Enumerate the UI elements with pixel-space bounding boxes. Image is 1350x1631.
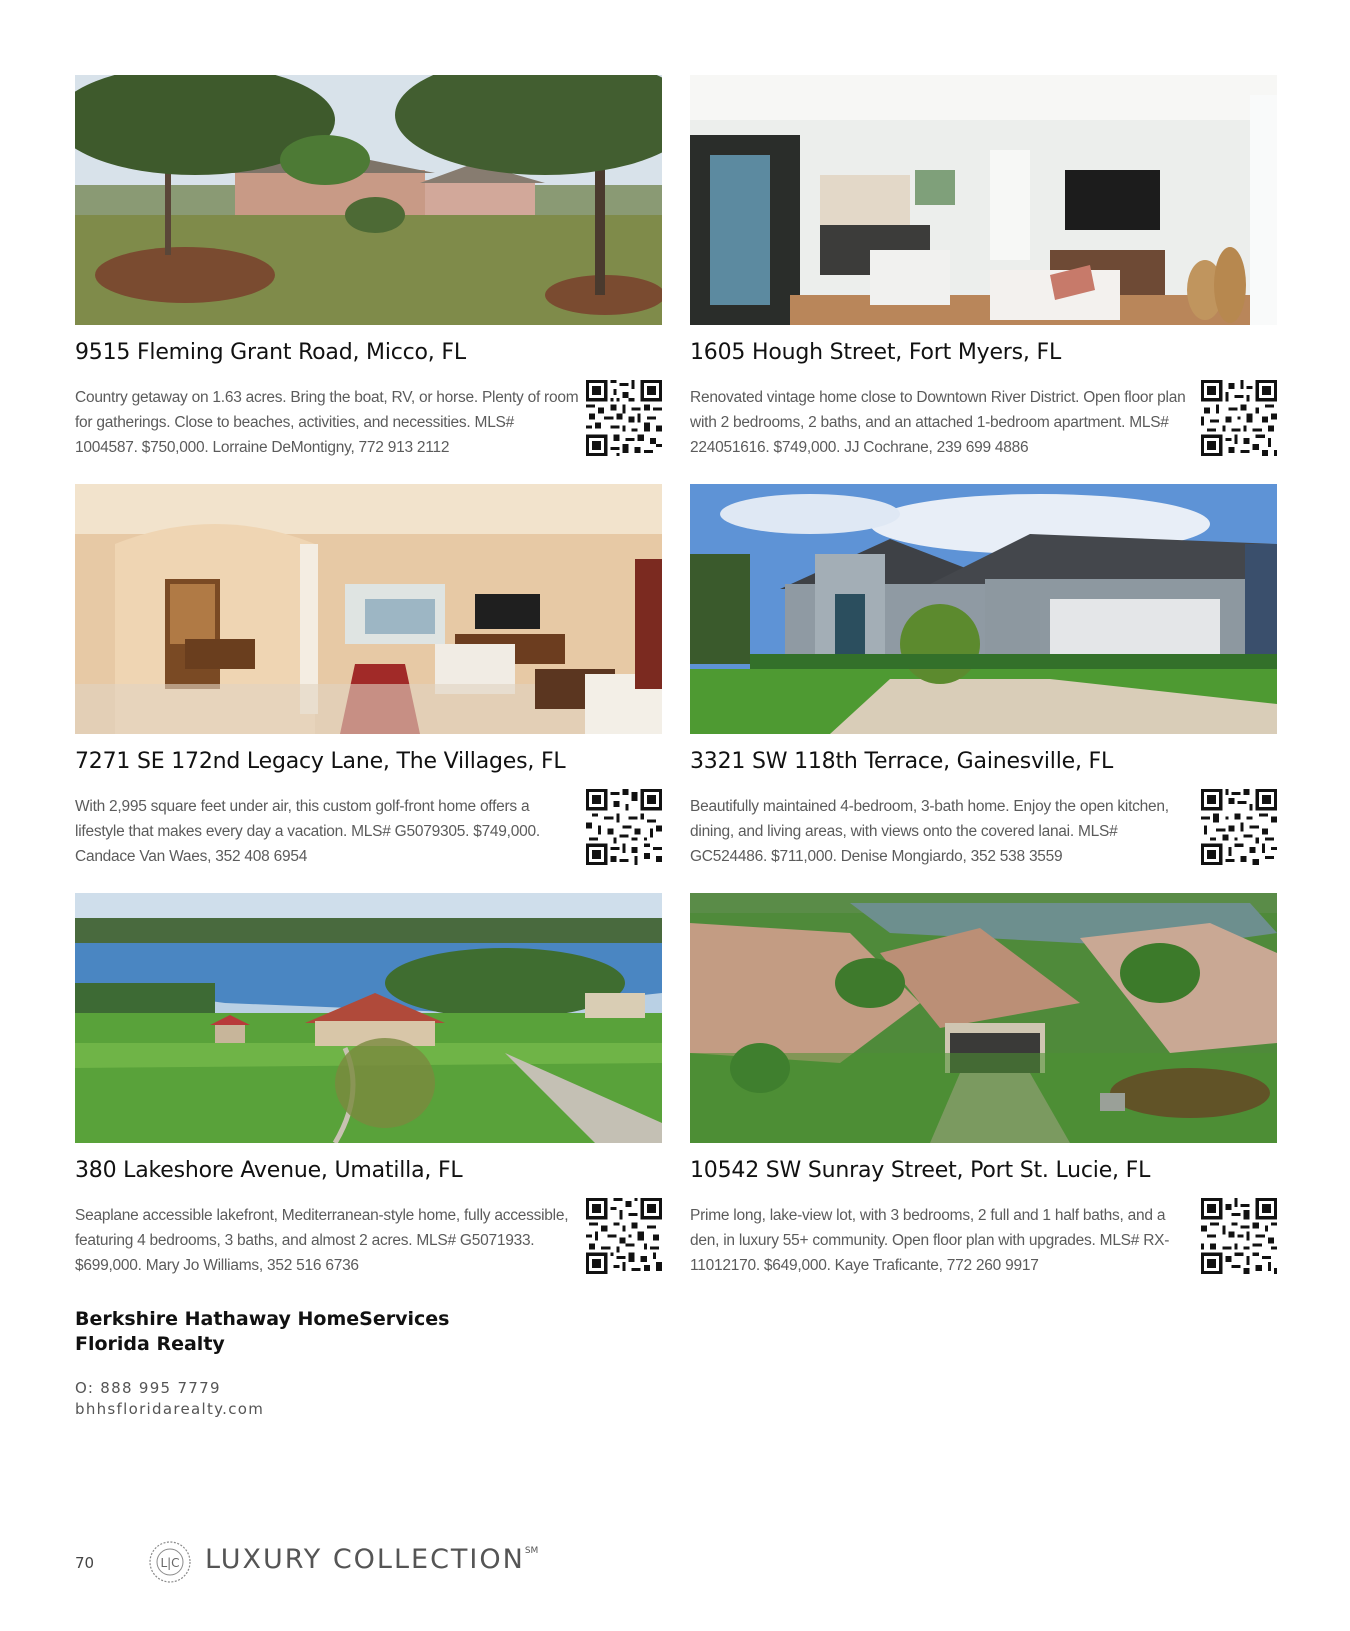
qr-code-graphic	[586, 380, 662, 456]
page-number: 70	[75, 1554, 95, 1572]
qr-code-icon[interactable]	[586, 380, 662, 456]
photo-image	[690, 75, 1277, 325]
listing-photo-aerial-lakefront[interactable]	[75, 893, 662, 1143]
company-website-link[interactable]: bhhsfloridarealty.com	[75, 1400, 265, 1418]
qr-code-graphic	[586, 789, 662, 865]
listing-description: Prime long, lake-view lot, with 3 bedrooms, 2 full and 1 half baths, and a den, in luxury 55+ community. Open floor plan with upgrades. MLS# RX-11012170. $649,000. Kaye Traficante, 772 260 9917	[690, 1207, 1170, 1274]
photo-image	[75, 484, 662, 734]
listing-description: With 2,995 square feet under air, this custom golf-front home offers a lifestyle that makes every day a vacation. MLS# G5079305. $749,000. Candace Van Waes, 352 408 6954	[75, 798, 540, 865]
listing-title: 3321 SW 118th Terrace, Gainesville, FL	[690, 749, 1114, 774]
company-name	[75, 1307, 449, 1357]
service-mark: SM	[524, 1546, 539, 1556]
luxury-collection-logo-icon	[148, 1540, 192, 1584]
brand-name: LUXURY COLLECTION	[205, 1544, 525, 1575]
listing-description: Country getaway on 1.63 acres. Bring the boat, RV, or horse. Plenty of room for gatherings. Close to beaches, activities, and necessities. MLS# 1004587. $750,000. Lorraine DeMontigny, 772 913 2112	[75, 389, 579, 456]
listing-title: 380 Lakeshore Avenue, Umatilla, FL	[75, 1158, 463, 1183]
qr-code-icon[interactable]	[1201, 789, 1277, 865]
logo-letters: L|C	[160, 1556, 180, 1570]
photo-image	[75, 893, 662, 1143]
listing-photo-exterior-lawn[interactable]	[75, 75, 662, 325]
listing-photo-great-room[interactable]	[75, 484, 662, 734]
listing-card	[75, 893, 662, 1273]
photo-image	[75, 75, 662, 325]
listing-card	[690, 893, 1277, 1273]
listing-card	[75, 75, 662, 455]
listing-card	[75, 484, 662, 864]
company-phone[interactable]: O: 888 995 7779	[75, 1379, 221, 1397]
page-footer	[75, 1540, 675, 1584]
qr-code-graphic	[1201, 1198, 1277, 1274]
brand-wordmark	[205, 1544, 538, 1575]
listing-photo-living-room[interactable]	[690, 75, 1277, 325]
qr-code-icon[interactable]	[1201, 1198, 1277, 1274]
qr-code-icon[interactable]	[1201, 380, 1277, 456]
qr-code-graphic	[1201, 789, 1277, 865]
company-name-line2: Florida Realty	[75, 1333, 225, 1355]
listing-title: 1605 Hough Street, Fort Myers, FL	[690, 340, 1061, 365]
company-name-line1: Berkshire Hathaway HomeServices	[75, 1308, 450, 1330]
qr-code-icon[interactable]	[586, 1198, 662, 1274]
photo-image	[690, 484, 1277, 734]
listing-description: Renovated vintage home close to Downtown River District. Open floor plan with 2 bedrooms, 2 baths, and an attached 1-bedroom apartment. MLS# 224051616. $749,000. JJ Cochrane, 239 699 4886	[690, 389, 1186, 456]
qr-code-icon[interactable]	[586, 789, 662, 865]
listing-description: Seaplane accessible lakefront, Mediterranean-style home, fully accessible, featuring 4 bedrooms, 3 baths, and almost 2 acres. MLS# G5071933. $699,000. Mary Jo Williams, 352 516 6736	[75, 1207, 569, 1274]
photo-image	[690, 893, 1277, 1143]
qr-code-graphic	[1201, 380, 1277, 456]
listing-photo-exterior-garage[interactable]	[690, 484, 1277, 734]
listing-card	[690, 484, 1277, 864]
listing-title: 7271 SE 172nd Legacy Lane, The Villages, FL	[75, 749, 566, 774]
listing-description: Beautifully maintained 4-bedroom, 3-bath home. Enjoy the open kitchen, dining, and living areas, with views onto the covered lanai. MLS# GC524486. $711,000. Denise Mongiardo, 352 538 3559	[690, 798, 1169, 865]
qr-code-graphic	[586, 1198, 662, 1274]
listing-title: 10542 SW Sunray Street, Port St. Lucie, FL	[690, 1158, 1151, 1183]
listing-title: 9515 Fleming Grant Road, Micco, FL	[75, 340, 466, 365]
listing-photo-aerial-community[interactable]	[690, 893, 1277, 1143]
company-contact	[75, 1378, 264, 1420]
listing-card	[690, 75, 1277, 455]
